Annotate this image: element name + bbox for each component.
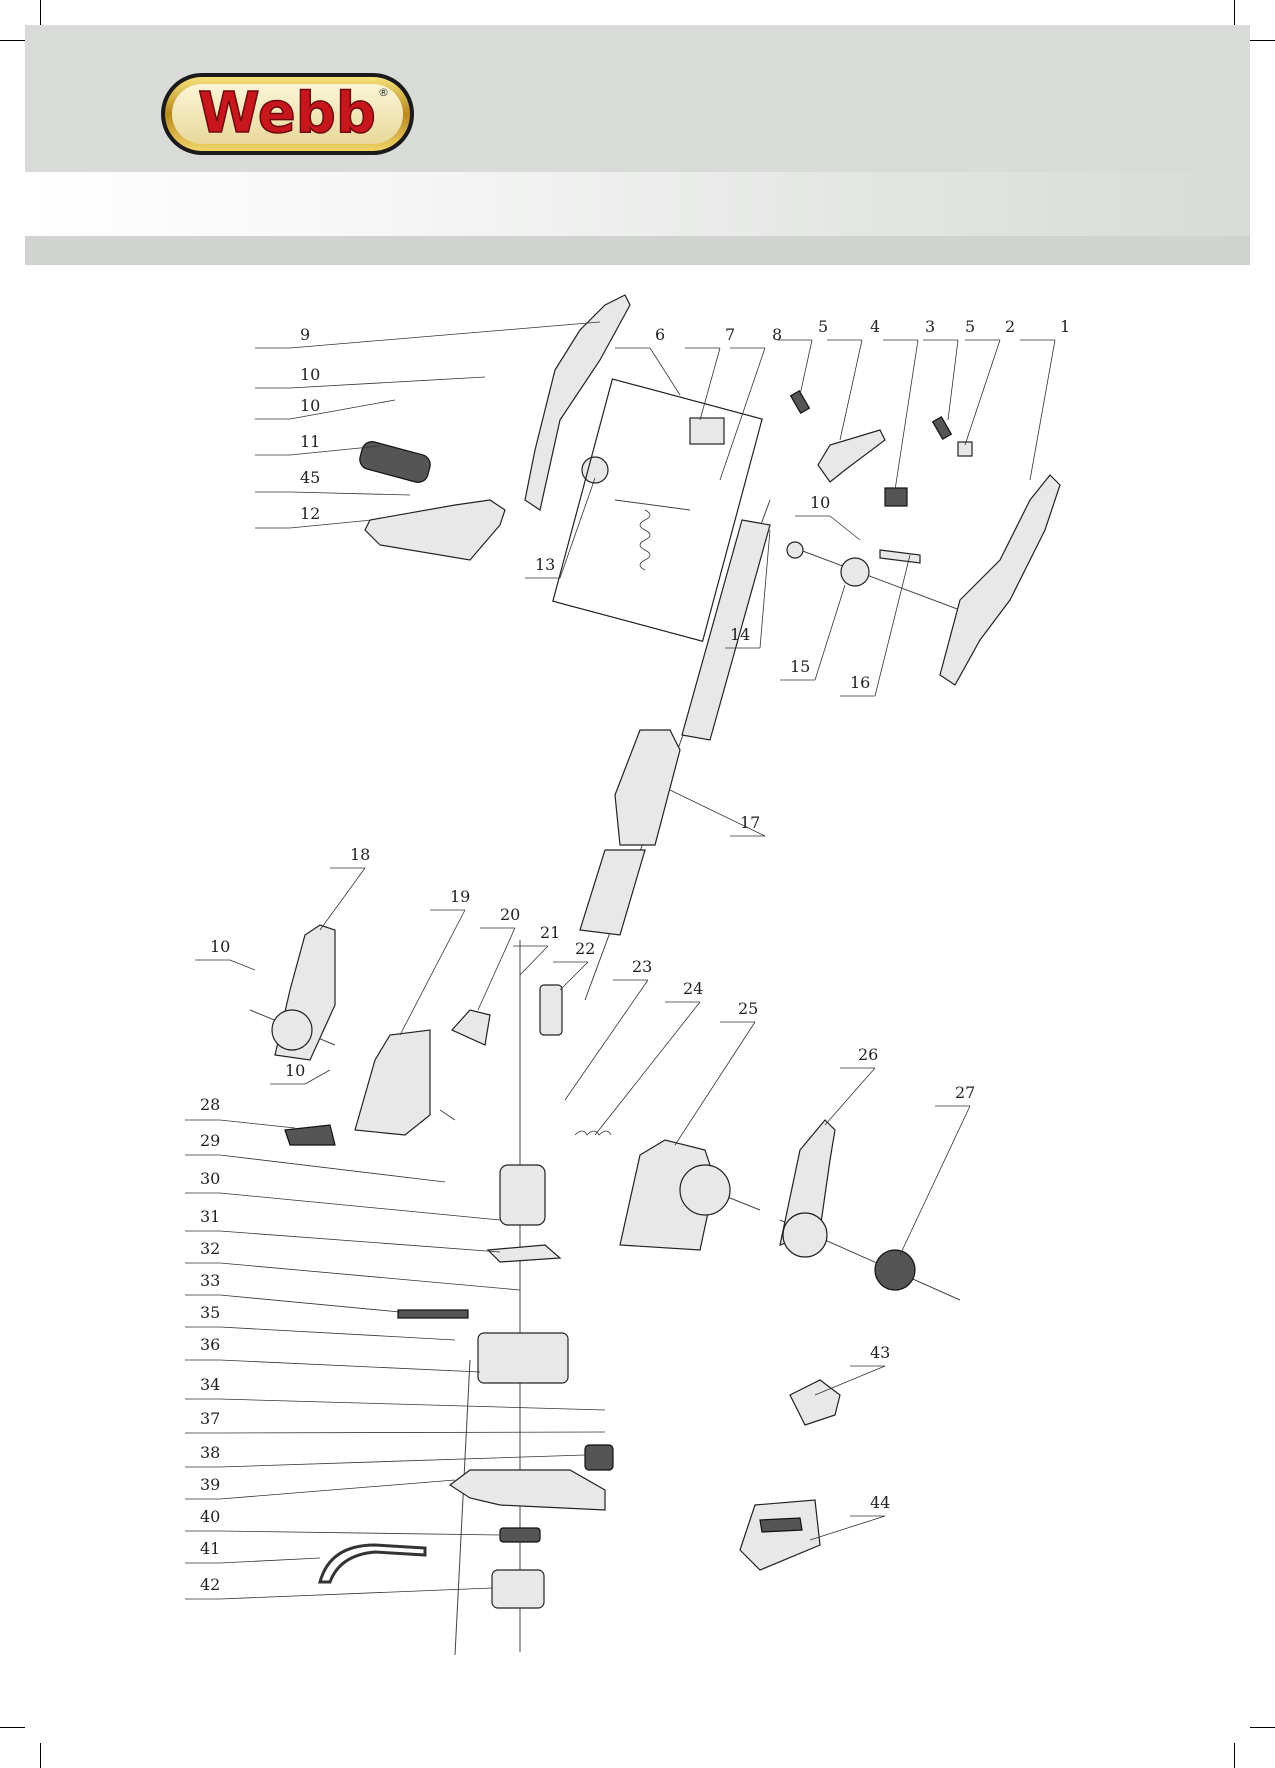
callout-number: 23 xyxy=(632,957,653,976)
callout-number: 2 xyxy=(1005,317,1016,336)
callout-number: 18 xyxy=(350,845,371,864)
part-rear-handle xyxy=(940,475,1060,685)
part-lock-knob xyxy=(841,558,869,586)
callout-number: 4 xyxy=(870,317,881,336)
callout-leader xyxy=(220,1455,585,1467)
callout-number: 15 xyxy=(790,657,811,676)
callout-leader xyxy=(220,1480,455,1499)
callout-leader xyxy=(290,322,600,348)
callout-leader xyxy=(520,946,548,975)
callout-number: 27 xyxy=(955,1083,976,1102)
registered-mark: ® xyxy=(378,86,389,99)
part-collar xyxy=(615,730,680,845)
callout-number: 41 xyxy=(200,1539,221,1558)
callout-number: 9 xyxy=(300,325,311,344)
callout-number: 11 xyxy=(300,432,321,451)
callout-leader xyxy=(650,348,680,395)
part-grip-housing xyxy=(365,500,505,560)
callout-number: 5 xyxy=(818,317,829,336)
callout-number: 28 xyxy=(200,1095,221,1114)
callout-leader xyxy=(220,1432,605,1433)
callout-leader xyxy=(565,980,648,1100)
callout-leader xyxy=(220,1263,520,1290)
part-grip-pad xyxy=(358,439,433,484)
part-motor-housing-right xyxy=(355,1030,430,1135)
callout-number: 5 xyxy=(965,317,976,336)
callout-number: 14 xyxy=(730,625,751,644)
callout-leader xyxy=(478,928,515,1010)
callout-leader xyxy=(220,1295,400,1312)
part-bushing xyxy=(787,542,803,558)
callout-leader xyxy=(220,1193,500,1220)
callout-leader xyxy=(720,348,765,480)
callout-leader xyxy=(815,1366,885,1395)
callout-leader xyxy=(895,340,918,490)
callout-leader xyxy=(675,1022,755,1145)
callout-leader xyxy=(595,1002,700,1135)
callout-number: 40 xyxy=(200,1507,221,1526)
callout-leader xyxy=(220,1231,500,1252)
callout-leader xyxy=(1030,340,1055,480)
callout-leader xyxy=(290,492,410,495)
part-trigger xyxy=(818,430,885,482)
part-cap xyxy=(452,1010,490,1045)
callout-number: 10 xyxy=(810,493,831,512)
callout-number: 37 xyxy=(200,1409,221,1428)
callout-number: 21 xyxy=(540,923,561,942)
callout-leader xyxy=(700,348,720,420)
callout-leader xyxy=(560,478,595,578)
callout-leader xyxy=(965,340,1000,445)
callout-number: 10 xyxy=(300,396,321,415)
callout-number: 34 xyxy=(200,1375,221,1394)
part-edge-guide xyxy=(320,1545,425,1582)
callout-leader xyxy=(800,340,812,395)
callout-number: 30 xyxy=(200,1169,221,1188)
part-switch xyxy=(885,488,907,506)
callout-leader xyxy=(220,1120,295,1128)
part-spring-cable xyxy=(640,510,650,570)
callout-number: 13 xyxy=(535,555,556,574)
callout-number: 20 xyxy=(500,905,521,924)
callout-number: 29 xyxy=(200,1131,221,1150)
callout-leader xyxy=(810,1516,885,1540)
callout-number: 10 xyxy=(285,1061,306,1080)
callout-number: 26 xyxy=(858,1045,879,1064)
callout-number: 1 xyxy=(1060,317,1071,336)
callout-number: 43 xyxy=(870,1343,891,1362)
callout-leader xyxy=(220,1588,492,1599)
callout-number: 12 xyxy=(300,504,321,523)
callout-leader xyxy=(560,962,588,990)
callout-number: 7 xyxy=(725,325,736,344)
callout-leader xyxy=(825,1068,875,1125)
part-bobbin xyxy=(585,1445,613,1470)
part-gear-housing xyxy=(478,1333,568,1383)
callout-leader xyxy=(948,340,958,420)
callout-number: 25 xyxy=(738,999,759,1018)
callout-number: 17 xyxy=(740,813,761,832)
part-spring-large xyxy=(575,1131,611,1135)
callout-number: 16 xyxy=(850,673,871,692)
callout-number: 24 xyxy=(683,979,704,998)
callout-leader xyxy=(815,585,845,680)
callout-leader xyxy=(230,960,255,970)
part-spool-cover xyxy=(492,1570,544,1608)
callout-leader xyxy=(220,1360,480,1372)
part-guard xyxy=(450,1470,605,1510)
callout-leader xyxy=(840,340,862,440)
part-lower-shaft xyxy=(580,850,645,935)
callout-leader xyxy=(220,1155,445,1182)
callout-number: 33 xyxy=(200,1271,221,1290)
callout-leader xyxy=(220,1531,500,1535)
part-spring xyxy=(933,417,952,439)
callout-number: 22 xyxy=(575,939,596,958)
callout-leader xyxy=(400,910,465,1035)
callout-number: 3 xyxy=(925,317,936,336)
callout-number: 32 xyxy=(200,1239,221,1258)
part-motor xyxy=(500,1165,545,1225)
callout-number: 36 xyxy=(200,1335,221,1354)
callout-number: 10 xyxy=(210,937,231,956)
callout-number: 38 xyxy=(200,1443,221,1462)
callout-leader xyxy=(305,1070,330,1084)
part-spindle xyxy=(398,1310,468,1318)
part-coupler xyxy=(540,985,562,1035)
callout-number: 19 xyxy=(450,887,471,906)
part-link xyxy=(880,550,920,563)
part-switch-block xyxy=(690,418,724,444)
callout-number: 35 xyxy=(200,1303,221,1322)
callout-number: 31 xyxy=(200,1207,221,1226)
part-spool xyxy=(500,1528,540,1542)
part-charger xyxy=(790,1380,840,1425)
part-lock-nut xyxy=(875,1250,915,1290)
logo-wordmark: Webb xyxy=(198,81,376,146)
callout-number: 8 xyxy=(772,325,783,344)
callout-number: 45 xyxy=(300,468,321,487)
callout-number: 44 xyxy=(870,1493,891,1512)
callout-leader xyxy=(220,1558,320,1563)
callout-number: 42 xyxy=(200,1575,221,1594)
part-battery xyxy=(740,1500,820,1570)
callout-leader xyxy=(830,516,860,540)
callout-number: 39 xyxy=(200,1475,221,1494)
callout-number: 10 xyxy=(300,365,321,384)
callout-leader xyxy=(220,1327,455,1340)
callout-leader xyxy=(220,1399,605,1410)
callout-leader xyxy=(320,868,365,930)
callout-leader xyxy=(875,555,910,696)
callout-number: 6 xyxy=(655,325,666,344)
callout-leader xyxy=(900,1106,970,1255)
part-mount-plate xyxy=(488,1245,560,1262)
